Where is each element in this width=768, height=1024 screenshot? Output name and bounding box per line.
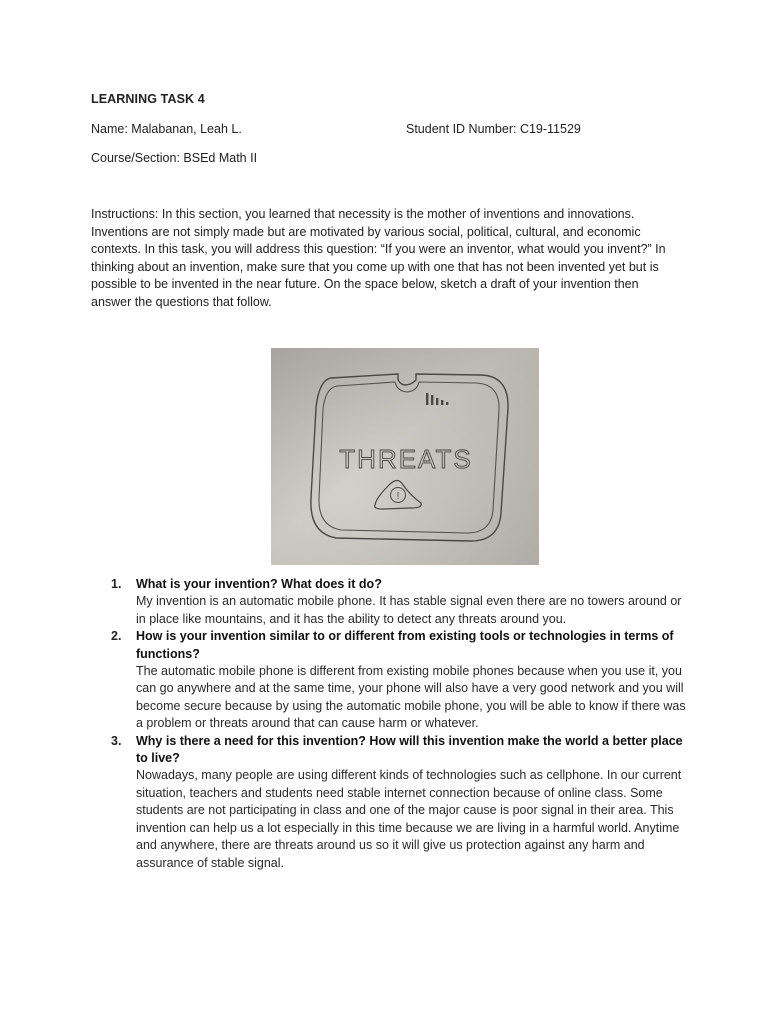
questions-list bbox=[111, 576, 686, 872]
question-item bbox=[111, 576, 686, 628]
student-name: Name: Malabanan, Leah L. bbox=[91, 122, 242, 136]
question-item bbox=[111, 733, 686, 872]
instructions-paragraph: Instructions: In this section, you learned that necessity is the mother of inventions and innovations. Inventions are not simply made but are motivated by various social, political, cultural, and economic contexts. In this task, you will address this question: “If you were an inventor, what would you invent?” In thinking about an invention, make sure that you come up with one that has not been invented yet but is possible to be invented in the near future. On the space below, sketch a draft of your invention then answer the questions that follow. bbox=[91, 207, 666, 309]
answer-text: Nowadays, many people are using different kinds of technologies such as cellphone. In our current situation, teachers and students need stable internet connection because of online class. Some students are not participating in class and one of the major cause is poor signal in their area. This invention can help us a lot especially in this time because we are living in a harmful world. Anytime and anywhere, there are threats around us so it will give us protection against any harm and assurance of stable signal. bbox=[136, 768, 682, 870]
sketch-svg bbox=[271, 348, 539, 565]
task-title: LEARNING TASK 4 bbox=[91, 92, 205, 106]
student-id: Student ID Number: C19-11529 bbox=[406, 122, 581, 136]
question-number: 3. bbox=[111, 733, 122, 748]
warning-exclamation-icon: ! bbox=[396, 491, 400, 502]
sketch-threats-word: THREATS bbox=[339, 444, 473, 474]
invention-sketch-photo bbox=[271, 348, 539, 565]
question-text: Why is there a need for this invention? How will this invention make the world a better place to live? bbox=[136, 733, 683, 766]
question-text: What is your invention? What does it do? bbox=[136, 577, 382, 591]
course-section: Course/Section: BSEd Math II bbox=[91, 151, 258, 165]
question-number: 2. bbox=[111, 629, 122, 644]
answer-text: My invention is an automatic mobile phone. It has stable signal even there are no towers around or in place like mountains, and it has the ability to detect any threats around you. bbox=[136, 594, 682, 626]
answer-text: The automatic mobile phone is different from existing mobile phones because when you use it, you can go anywhere and at the same time, your phone will also have a very good network and you will become secure because by using the automatic mobile phone, you will be able to know if there was a problem or threats around that can cause harm or whatever. bbox=[136, 664, 686, 731]
question-item bbox=[111, 628, 686, 732]
question-number: 1. bbox=[111, 577, 122, 591]
question-text: How is your invention similar to or different from existing tools or technologies in terms of functions? bbox=[136, 629, 674, 661]
